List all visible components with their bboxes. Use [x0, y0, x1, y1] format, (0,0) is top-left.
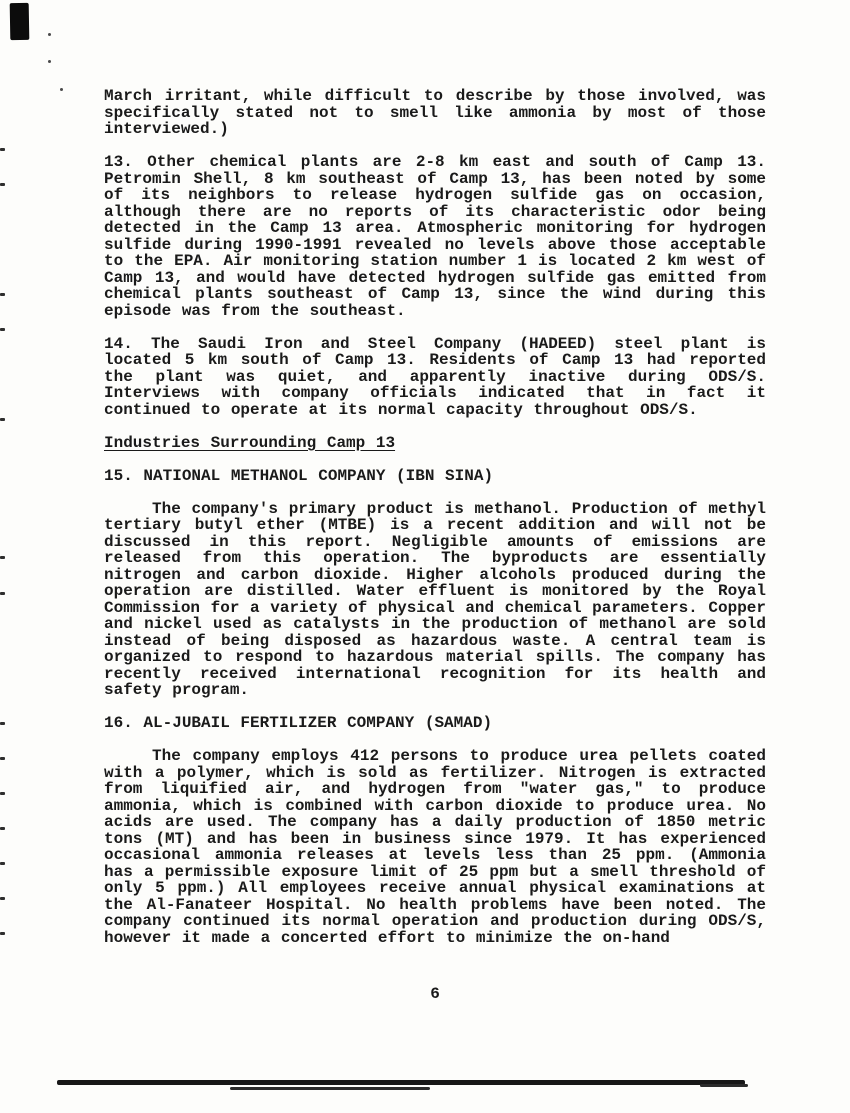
- scan-artifact-tick: [0, 293, 5, 296]
- scan-artifact-corner: [10, 3, 30, 40]
- item-heading: 15. NATIONAL METHANOL COMPANY (IBN SINA): [104, 466, 494, 485]
- scan-artifact-tick: [0, 592, 5, 595]
- scan-artifact-tick: [0, 148, 5, 151]
- document-body: [104, 88, 766, 963]
- scan-artifact-tick: [0, 418, 5, 421]
- section-heading: Industries Surrounding Camp 13: [104, 433, 396, 452]
- item-heading: 16. AL-JUBAIL FERTILIZER COMPANY (SAMAD): [104, 714, 493, 732]
- page-number: 6: [430, 985, 440, 1003]
- scan-artifact-dot: [48, 33, 51, 36]
- scan-artifact-dot: [60, 88, 63, 91]
- scan-artifact-tick: [0, 792, 5, 795]
- scan-artifact-tick: [0, 556, 5, 559]
- scan-artifact-dot: [48, 60, 51, 63]
- scan-artifact-tick: [0, 827, 5, 830]
- paragraph: 14. The Saudi Iron and Steel Company (HADEED) steel plant is located 5 km south of Camp 13. Residents of Camp 13 had reported the plant was quiet, and apparently inactive during ODS/S. Interviews with company officials indicated that in fact it continued to operate at its normal capacity throughout ODS/S.: [104, 334, 766, 419]
- paragraph: The company employs 412 persons to produce urea pellets coated with a polymer, which is sold as fertilizer. Nitrogen is extracted from liquified air, and hydrogen from "water gas," to produce ammonia, which is combined with carbon dioxide to produce urea. No acids are used. The company has a daily production of 1850 metric tons (MT) and has been in business since 1979. It has experienced occasional ammonia releases at levels less than 25 ppm. (Ammonia has a permissible exposure limit of 25 ppm but a smell threshold of only 5 ppm.) All employees receive annual physical examinations at the Al-Fanateer Hospital. No health problems have been noted. The company continued its normal operation and production during ODS/S, however it made a concerted effort to minimize the on-hand: [104, 747, 766, 947]
- scan-artifact-tick: [0, 932, 5, 935]
- scan-artifact-tick: [0, 757, 5, 760]
- paragraph: 13. Other chemical plants are 2-8 km east and south of Camp 13. Petromin Shell, 8 km southeast of Camp 13, has been noted by some of its neighbors to release hydrogen sulfide gas on occasion, although there are no reports of its characteristic odor being detected in the Camp 13 area. Atmospheric monitoring for hydrogen sulfide during 1990-1991 revealed no levels above those acceptable to the EPA. Air monitoring station number 1 is located 2 km west of Camp 13, and would have detected hydrogen sulfide gas emitted from chemical plants southeast of Camp 13, since the wind during this episode was from the southeast.: [104, 153, 766, 320]
- scan-artifact-tick: [0, 897, 5, 900]
- scan-artifact-tick: [0, 328, 5, 331]
- scan-artifact-bottom-line: [57, 1080, 745, 1085]
- paragraph: March irritant, while difficult to describe by those involved, was specifically stated not to smell like ammonia by most of those interviewed.): [104, 87, 766, 138]
- scan-artifact-tick: [0, 862, 5, 865]
- scan-artifact-tick: [0, 722, 5, 725]
- scan-artifact-bottom-line: [700, 1084, 748, 1087]
- scan-artifact-tick: [0, 183, 5, 186]
- scan-artifact-bottom-line: [230, 1087, 430, 1090]
- paragraph: The company's primary product is methanol. Production of methyl tertiary butyl ether (MTBE) is a recent addition and will not be discussed in this report. Negligible amounts of emissions are released from this operation. The byproducts are essentially nitrogen and carbon dioxide. Higher alcohols produced during the operation are distilled. Water effluent is monitored by the Royal Commission for a variety of physical and chemical parameters. Copper and nickel used as catalysts in the production of methanol are sold instead of being disposed as hazardous waste. A central team is organized to respond to hazardous material spills. The company has recently received international recognition for its health and safety program.: [104, 499, 766, 699]
